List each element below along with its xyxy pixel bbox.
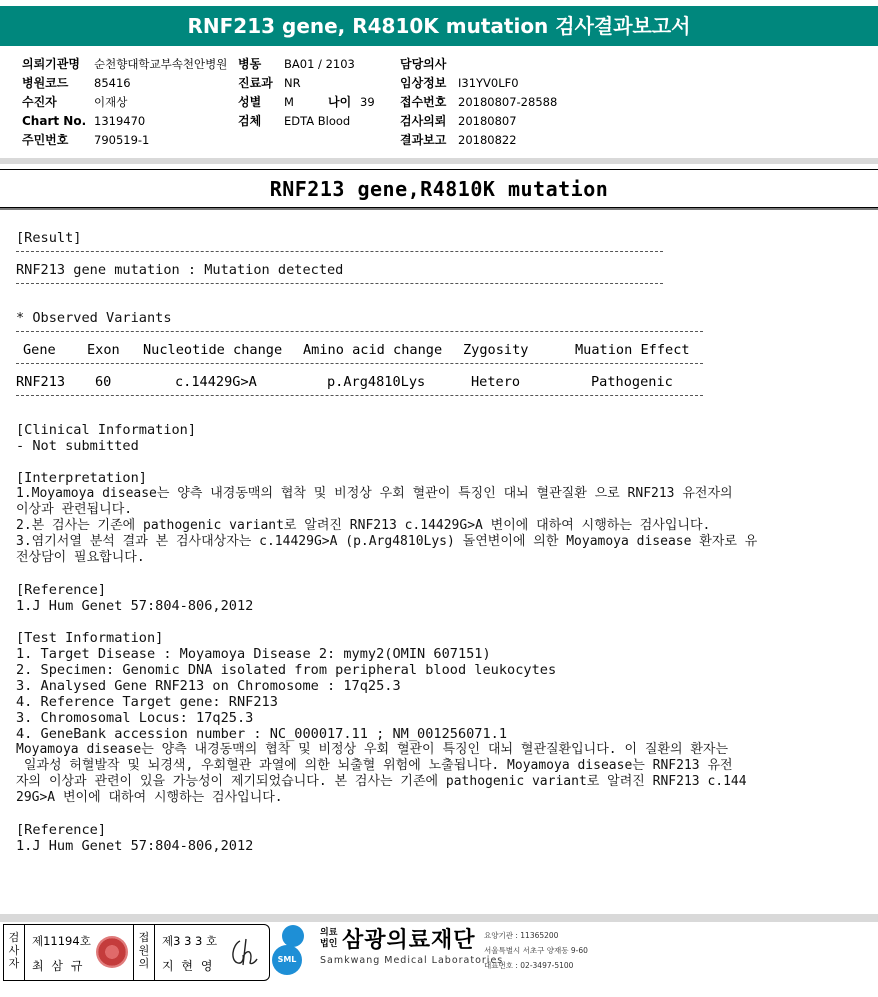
examiner-license: 제11194호 bbox=[32, 934, 91, 948]
report-title-bar: RNF213 gene, R4810K mutation 검사결과보고서 bbox=[0, 6, 878, 46]
interpretation-line-5: 전상담이 필요합니다. bbox=[16, 550, 145, 565]
col-amino-acid-change: Amino acid change bbox=[303, 342, 443, 358]
divider-title-shadow bbox=[0, 208, 878, 210]
test-info-line-5: 3. Chromosomal Locus: 17q25.3 bbox=[16, 710, 254, 726]
interpretation-line-2: 이상과 관련됩니다. bbox=[16, 502, 133, 517]
examiner-name: 최 삼 규 bbox=[32, 959, 85, 973]
test-info-heading: [Test Information] bbox=[16, 630, 164, 646]
info-row-physician: 담당의사 bbox=[400, 57, 447, 71]
cell-nucleotide: c.14429G>A bbox=[175, 374, 257, 390]
org-name: 삼광의료재단 bbox=[342, 928, 476, 953]
interpretation-heading: [Interpretation] bbox=[16, 470, 147, 486]
clinical-heading: [Clinical Information] bbox=[16, 422, 197, 438]
interpretation-line-1: 1.Moyamoya disease는 양측 내경동맥의 협착 및 비정상 우회 혈관이 특징인 대뇌 혈관질환 으로 RNF213 유전자의 bbox=[16, 486, 733, 501]
cell-effect: Pathogenic bbox=[591, 374, 673, 390]
reference-heading: [Reference] bbox=[16, 582, 107, 598]
col-exon: Exon bbox=[87, 342, 120, 358]
clinical-line: - Not submitted bbox=[16, 438, 139, 454]
result-dash-top bbox=[16, 251, 663, 252]
interpretation-line-4: 3.염기서열 분석 결과 본 검사대상자는 c.14429G>A (p.Arg4810Lys) 돌연변이에 의한 Moyamoya disease 환자로 유 bbox=[16, 534, 758, 549]
signature-box-examiner bbox=[3, 924, 135, 981]
reference2-heading: [Reference] bbox=[16, 822, 107, 838]
variants-dash-top bbox=[16, 331, 703, 332]
cell-amino-acid: p.Arg4810Lys bbox=[327, 374, 426, 390]
divider-top bbox=[0, 169, 878, 170]
reference-line: 1.J Hum Genet 57:804-806,2012 bbox=[16, 598, 254, 614]
test-info-line-2: 2. Specimen: Genomic DNA isolated from peripheral blood leukocytes bbox=[16, 662, 557, 678]
info-row-clinical-info: 임상정보 I31YV0LF0 bbox=[400, 76, 519, 90]
result-dash-bottom bbox=[16, 283, 663, 284]
test-info-line-4: 4. Reference Target gene: RNF213 bbox=[16, 694, 278, 710]
info-row-sex: 성별 M 나이 39 bbox=[238, 93, 261, 112]
variants-dash-bottom bbox=[16, 395, 703, 396]
info-row-report-date: 결과보고 20180822 bbox=[400, 133, 517, 147]
org-details: 요양기관 : 11365200 서울특별시 서초구 양재동 9-60 대표번호 : 02-3497-5100 bbox=[484, 931, 588, 970]
info-row-receipt-no: 접수번호 20180807-28588 bbox=[400, 95, 558, 109]
examiner-vertical-label: 검 사 자 bbox=[8, 931, 20, 970]
signature-box-physician bbox=[133, 924, 270, 981]
variants-dash-mid bbox=[16, 363, 703, 364]
cell-zygosity: Hetero bbox=[471, 374, 521, 390]
reference2-line: 1.J Hum Genet 57:804-806,2012 bbox=[16, 838, 254, 854]
col-gene: Gene bbox=[23, 342, 56, 358]
logo-small-text: 의료 법인 bbox=[320, 928, 338, 949]
variants-heading: * Observed Variants bbox=[16, 310, 172, 326]
physician-name: 지 현 영 bbox=[162, 959, 215, 973]
examiner-seal-icon bbox=[96, 936, 128, 968]
col-mutation-effect: Muation Effect bbox=[575, 342, 690, 358]
test-info-line-1: 1. Target Disease : Moyamoya Disease 2: mymy2(OMIN 607151) bbox=[16, 646, 491, 662]
col-nucleotide-change: Nucleotide change bbox=[143, 342, 283, 358]
test-info-line-8: 일과성 허혈발작 및 뇌경색, 우회혈관 과열에 의한 뇌출혈 위험에 노출됩니다. Moyamoya disease는 RNF213 유전 bbox=[16, 758, 733, 773]
physician-vertical-label: 접 원 의 bbox=[138, 931, 150, 970]
age-value: 39 bbox=[360, 95, 375, 109]
document-title: RNF213 gene,R4810K mutation bbox=[269, 177, 609, 201]
sml-logo-icon: SML bbox=[272, 925, 314, 975]
info-row-patient: 수진자 이재상 bbox=[22, 95, 128, 109]
physician-signature-icon bbox=[226, 935, 260, 969]
result-heading: [Result] bbox=[16, 230, 82, 246]
test-info-line-7: Moyamoya disease는 양측 내경동맥의 협착 및 비정상 우회 혈관이 특징인 대뇌 혈관질환입니다. 이 질환의 환자는 bbox=[16, 742, 729, 757]
age-label: 나이 bbox=[328, 95, 352, 109]
info-row-requesting-institution: 의뢰기관명 순천향대학교부속천안병원 bbox=[22, 57, 228, 71]
info-row-resident-no: 주민번호 790519-1 bbox=[22, 133, 150, 147]
test-info-line-9: 자의 이상과 관련이 있을 가능성이 제기되었습니다. 본 검사는 기존에 pathogenic variant로 알려진 RNF213 c.144 bbox=[16, 774, 747, 789]
org-name-en: Samkwang Medical Laboratories bbox=[320, 955, 504, 966]
cell-gene: RNF213 bbox=[16, 374, 66, 390]
test-info-line-10: 29G>A 변이에 대하여 시행하는 검사입니다. bbox=[16, 790, 283, 805]
info-row-chart-no: Chart No. 1319470 bbox=[22, 114, 146, 128]
info-row-ward: 병동 BA01 / 2103 bbox=[238, 57, 355, 71]
info-row-hospital-code: 병원코드 85416 bbox=[22, 76, 131, 90]
divider-gray bbox=[0, 158, 878, 164]
test-info-line-6: 4. GeneBank accession number : NC_000017.11 ; NM_001256071.1 bbox=[16, 726, 508, 742]
test-info-line-3: 3. Analysed Gene RNF213 on Chromosome : 17q25.3 bbox=[16, 678, 401, 694]
info-row-request-date: 검사의뢰 20180807 bbox=[400, 114, 517, 128]
info-row-department: 진료과 NR bbox=[238, 76, 301, 90]
cell-exon: 60 bbox=[95, 374, 112, 390]
col-zygosity: Zygosity bbox=[463, 342, 529, 358]
result-line: RNF213 gene mutation : Mutation detected bbox=[16, 262, 344, 278]
info-row-specimen: 검체 EDTA Blood bbox=[238, 114, 351, 128]
interpretation-line-3: 2.본 검사는 기존에 pathogenic variant로 알려진 RNF213 c.14429G>A 변이에 대하여 시행하는 검사입니다. bbox=[16, 518, 711, 533]
physician-license: 제3 3 3 호 bbox=[162, 934, 218, 948]
